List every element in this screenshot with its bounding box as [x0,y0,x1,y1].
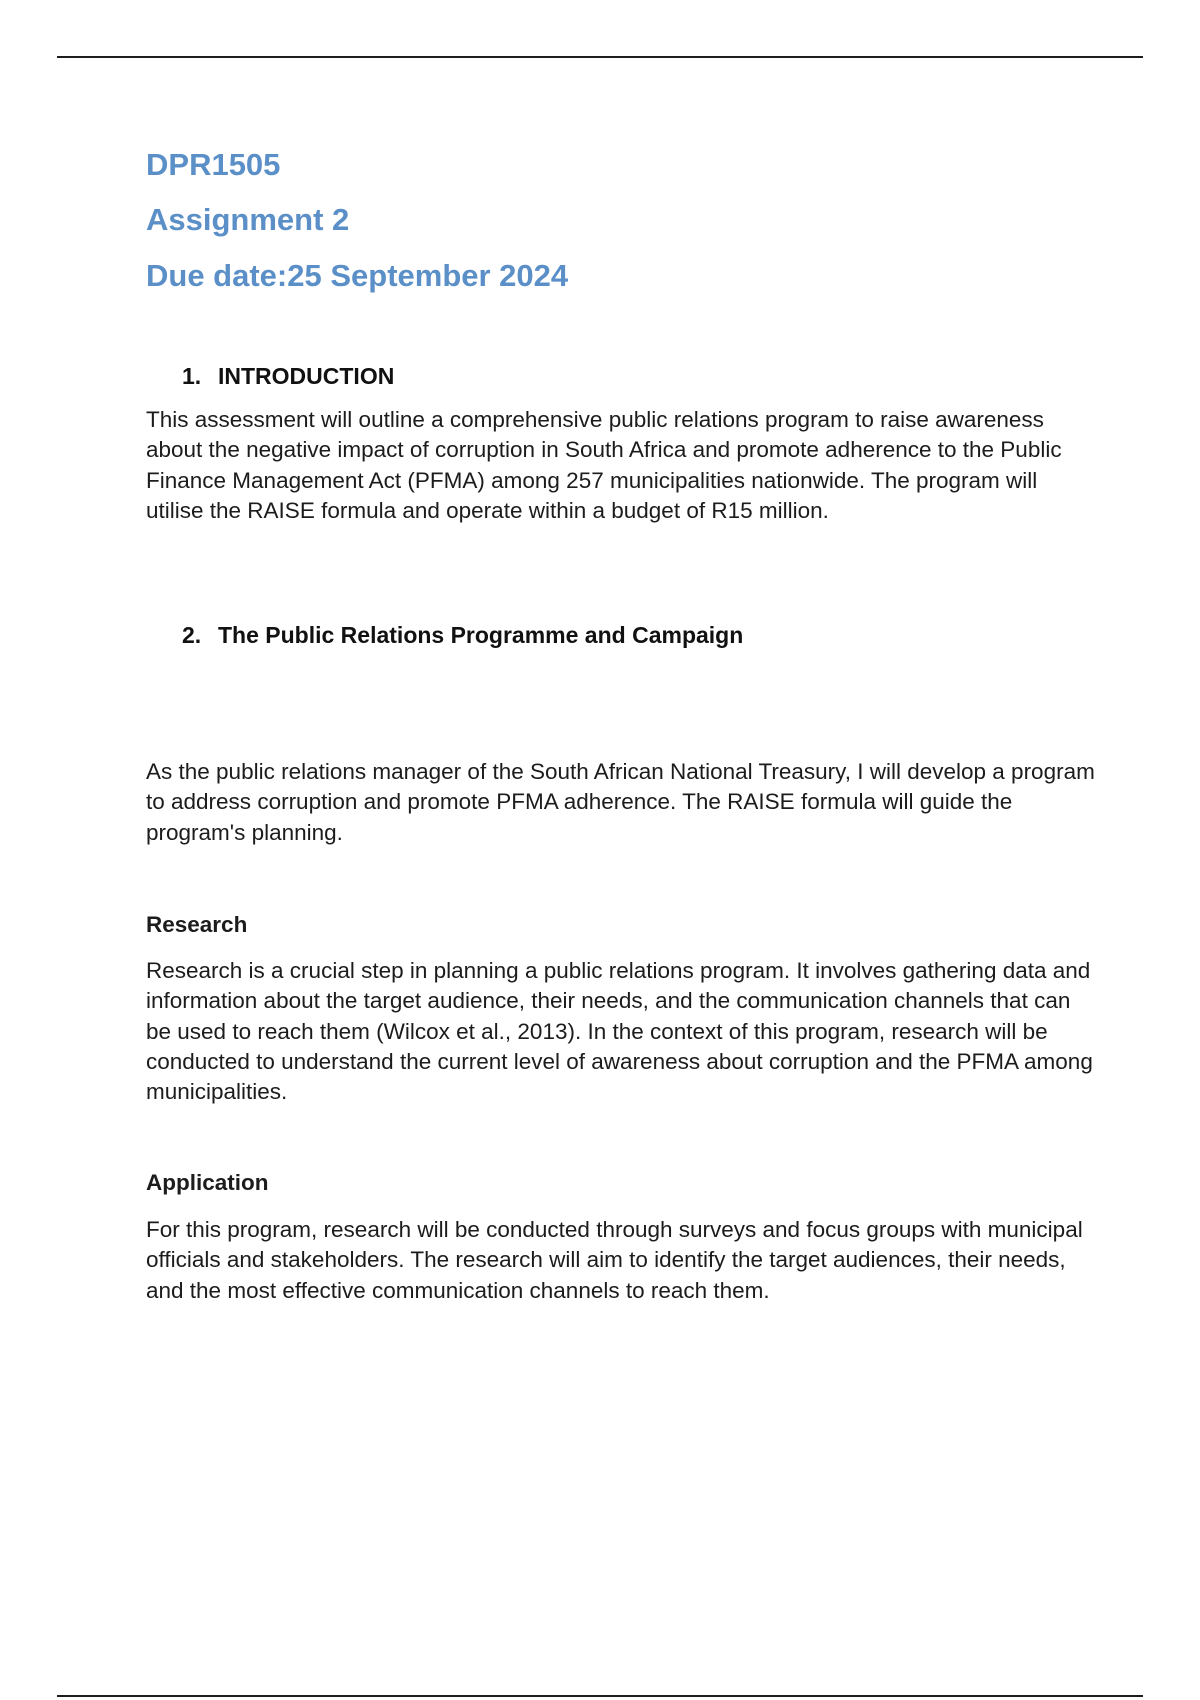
research-paragraph: Research is a crucial step in planning a public relations program. It involves gathering data and information about the target audience, their needs, and the communication channels that can be used to reach them (Wilcox et al., 2013). In the context of this program, research will be conducted to understand the current level of awareness about corruption and the PFMA among municipalities. [146,958,1093,1105]
subheading-application: Application [146,1170,269,1195]
due-date: Due date:25 September 2024 [146,258,569,293]
section-title: The Public Relations Programme and Campaign [218,622,744,648]
section-number: 2. [182,622,202,648]
introduction-paragraph: This assessment will outline a comprehensive public relations program to raise awareness about the negative impact of corruption in South Africa and promote adherence to the Public Finance Management Act (PFMA) among 257 municipalities nationwide. The program will utilise the RAISE formula and operate within a budget of R15 million. [146,407,1062,523]
subheading-research: Research [146,912,248,937]
section-number: 1. [182,363,202,389]
bottom-rule [57,1695,1143,1697]
section-heading-programme [182,621,743,649]
section-heading-introduction [182,362,394,390]
application-paragraph: For this program, research will be conducted through surveys and focus groups with municipal officials and stakeholders. The research will aim to identify the target audiences, their needs, and the most effective communication channels to reach them. [146,1217,1083,1303]
assignment-title: Assignment 2 [146,202,350,237]
top-rule [57,56,1143,58]
section-title: INTRODUCTION [218,363,395,389]
programme-paragraph: As the public relations manager of the South African National Treasury, I will develop a program to address corruption and promote PFMA adherence. The RAISE formula will guide the program's planning. [146,759,1095,845]
course-code: DPR1505 [146,147,281,182]
